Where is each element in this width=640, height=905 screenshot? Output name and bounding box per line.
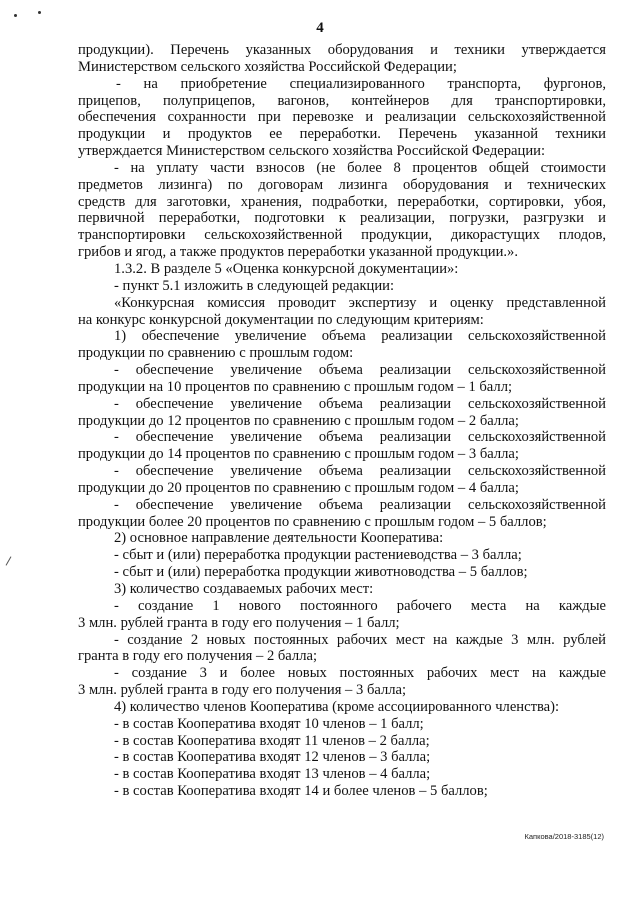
text-line: 1.3.2. В разделе 5 «Оценка конкурсной документации»: [114, 260, 459, 277]
scan-speck [14, 14, 17, 17]
text-line: продукции на 10 процентов по сравнению с прошлым годом – 1 балл; [78, 378, 513, 395]
text-line: «Конкурсная комиссия проводит экспертизу и оценку представленной [114, 294, 606, 311]
text-line: - сбыт и (или) переработка продукции животноводства – 5 баллов; [114, 564, 528, 581]
text-line: первичной переработки, подготовки к реализации, погрузки, разгрузки и [78, 210, 606, 227]
text-line: транспортировки сельскохозяйственной продукции, дикорастущих плодов, [78, 227, 606, 244]
text-line: - на приобретение специализированного транспорта, фургонов, [116, 75, 606, 92]
text-line: продукции по сравнению с прошлым годом: [78, 345, 354, 362]
text-line: 4) количество членов Кооператива (кроме ассоциированного членства): [114, 698, 560, 715]
text-line: 1) обеспечение увеличение объема реализации сельскохозяйственной [114, 328, 606, 345]
text-line: - в состав Кооператива входят 13 членов – 4 балла; [114, 766, 431, 783]
text-line: Министерством сельского хозяйства Российской Федерации; [78, 58, 457, 75]
scan-mark [6, 556, 12, 565]
text-line: 3) количество создаваемых рабочих мест: [114, 581, 374, 597]
text-line: - обеспечение увеличение объема реализации сельскохозяйственной [114, 496, 606, 513]
text-line: - пункт 5.1 изложить в следующей редакции: [114, 277, 395, 294]
text-line: - создание 2 новых постоянных рабочих мест на каждые 3 млн. рублей [114, 631, 606, 648]
document-body [78, 42, 606, 800]
text-line: прицепов, полуприцепов, вагонов, контейнеров для транспортировки, [78, 92, 606, 109]
text-line: 2) основное направление деятельности Кооператива: [114, 530, 444, 547]
text-line: продукции до 12 процентов по сравнению с прошлым годом – 2 балла; [78, 412, 519, 429]
text-line: - создание 1 нового постоянного рабочего места на каждые [114, 597, 606, 614]
text-line: 3 млн. рублей гранта в году его получения – 3 балла; [78, 682, 407, 699]
page-number: 4 [316, 20, 324, 36]
text-line: - обеспечение увеличение объема реализации сельскохозяйственной [114, 395, 606, 412]
text-line: продукции). Перечень указанных оборудования и техники утверждается [78, 42, 606, 58]
text-line: - в состав Кооператива входят 12 членов – 3 балла; [114, 749, 431, 766]
text-line: 3 млн. рублей гранта в году его получения – 1 балл; [78, 614, 400, 631]
text-line: средств для заготовки, хранения, подработки, переработки, сортировки, убоя, [78, 193, 606, 210]
text-line: утверждается Министерством сельского хозяйства Российской Федерации: [78, 143, 546, 160]
text-line: продукции до 20 процентов по сравнению с прошлым годом – 4 балла; [78, 479, 519, 496]
text-line: обеспечения сохранности при перевозке и реализации сельскохозяйственной [78, 109, 606, 126]
text-line: - обеспечение увеличение объема реализации сельскохозяйственной [114, 429, 606, 446]
text-line: - в состав Кооператива входят 10 членов – 1 балл; [114, 715, 424, 732]
text-line: - на уплату части взносов (не более 8 процентов общей стоимости [114, 159, 606, 176]
document-reference-code: Капкова/2018-3185(12) [524, 832, 604, 841]
text-line: - сбыт и (или) переработка продукции растениеводства – 3 балла; [114, 547, 522, 564]
text-line: - обеспечение увеличение объема реализации сельскохозяйственной [114, 362, 606, 379]
text-line: - в состав Кооператива входят 11 членов – 2 балла; [114, 732, 430, 749]
text-line: продукции до 14 процентов по сравнению с прошлым годом – 3 балла; [78, 446, 519, 463]
text-line: - создание 3 и более новых постоянных рабочих мест на каждые [114, 665, 606, 682]
text-line: продукции более 20 процентов по сравнению с прошлым годом – 5 баллов; [78, 513, 547, 530]
text-line: продукции и продуктов ее переработки. Перечень указанной техники [78, 126, 606, 143]
text-line: гранта в году его получения – 2 балла; [78, 648, 318, 665]
text-line: на конкурс конкурсной документации по следующим критериям: [78, 311, 484, 328]
text-line: - обеспечение увеличение объема реализации сельскохозяйственной [114, 463, 606, 480]
text-line: предметов лизинга) по договорам лизинга оборудования и технических [78, 176, 606, 193]
text-line: - в состав Кооператива входят 14 и более членов – 5 баллов; [114, 783, 488, 800]
text-line: грибов и ягод, а также продуктов переработки указанной продукции.». [78, 244, 519, 261]
scan-speck [38, 11, 41, 14]
